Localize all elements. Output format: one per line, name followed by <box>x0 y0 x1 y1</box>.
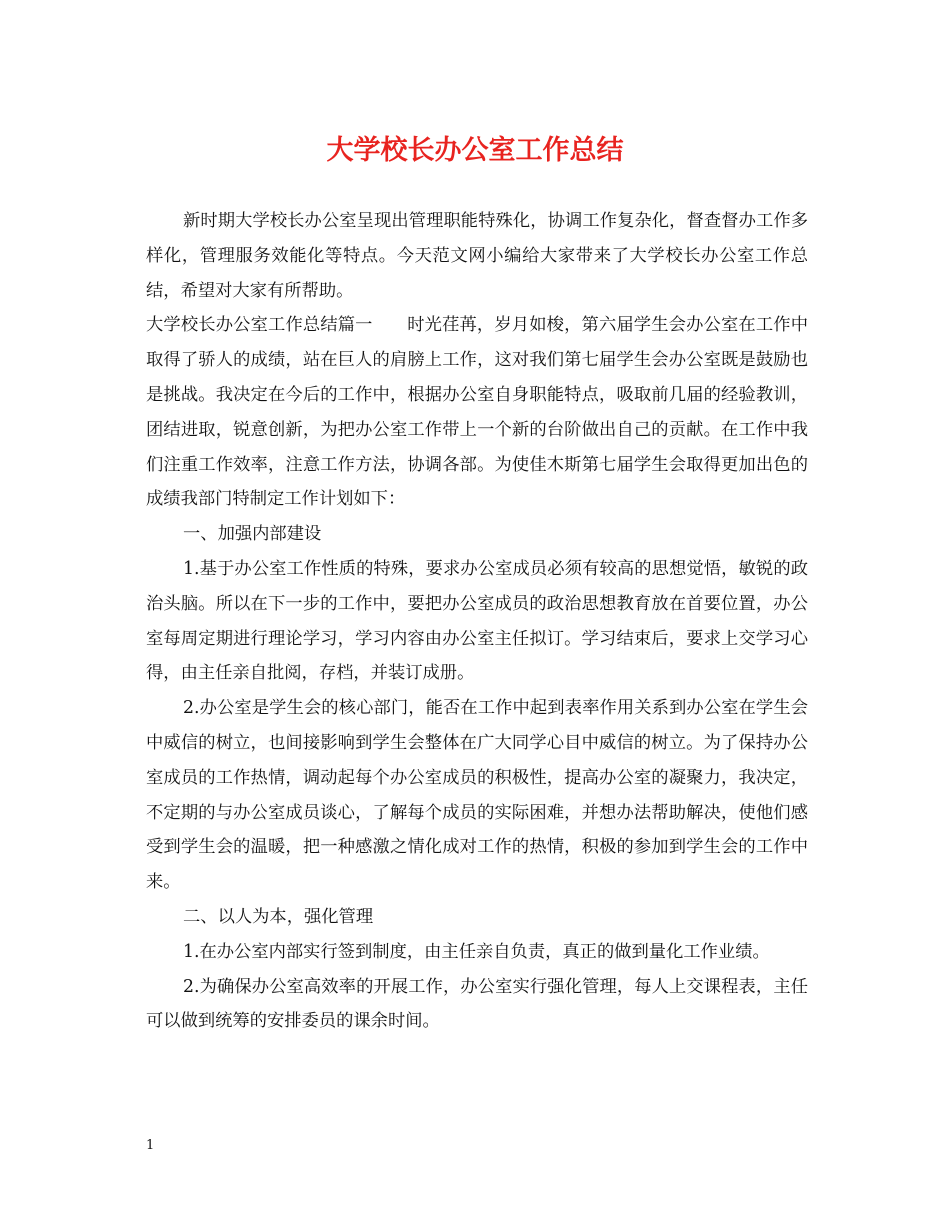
part1-paragraph <box>146 308 808 517</box>
document-body <box>146 204 808 1039</box>
section2-heading: 二、以人为本，强化管理 <box>183 906 374 927</box>
section1-item1: 1.基于办公室工作性质的特殊，要求办公室成员必须有较高的思想觉悟，敏锐的政治头脑。所以在下一步的工作中，要把办公室成员的政治思想教育放在首要位置，办公室每周定期进行理论学习，学习内容由办公室主任拟订。学习结束后，要求上交学习心得，由主任亲自批阅，存档，并装订成册。 <box>146 558 808 684</box>
section2-item1: 1.在办公室内部实行签到制度，由主任亲自负责，真正的做到量化工作业绩。 <box>183 941 770 962</box>
section1-item2: 2.办公室是学生会的核心部门，能否在工作中起到表率作用关系到办公室在学生会中威信的树立，也间接影响到学生会整体在广大同学心目中威信的树立。为了保持办公室成员的工作热情，调动起每个办公室成员的积极性，提高办公室的凝聚力，我决定，不定期的与办公室成员谈心，了解每个成员的实际困难，并想办法帮助解决，使他们感受到学生会的温暖，把一种感激之情化成对工作的热情，积极的参加到学生会的工作中来。 <box>146 698 808 893</box>
section1-heading: 一、加强内部建设 <box>183 524 322 545</box>
part1-heading: 大学校长办公室工作总结篇一 <box>146 315 373 336</box>
document-title: 大学校长办公室工作总结 <box>326 135 624 166</box>
intro-paragraph: 新时期大学校长办公室呈现出管理职能特殊化，协调工作复杂化，督查督办工作多样化，管理服务效能化等特点。今天范文网小编给大家带来了大学校长办公室工作总结，希望对大家有所帮助。 <box>146 211 808 301</box>
page-number: 1 <box>146 1138 155 1153</box>
section2-item2: 2.为确保办公室高效率的开展工作，办公室实行强化管理，每人上交课程表，主任可以做到统筹的安排委员的课余时间。 <box>146 976 808 1032</box>
part1-text: 时光荏苒，岁月如梭，第六届学生会办公室在工作中取得了骄人的成绩，站在巨人的肩膀上工作，这对我们第七届学生会办公室既是鼓励也是挑战。我决定在今后的工作中，根据办公室自身职能特点，吸取前几届的经验教训，团结进取，锐意创新，为把办公室工作带上一个新的台阶做出自己的贡献。在工作中我们注重工作效率，注意工作方法，协调各部。为使佳木斯第七届学生会取得更加出色的成绩我部门特制定工作计划如下： <box>146 315 808 510</box>
